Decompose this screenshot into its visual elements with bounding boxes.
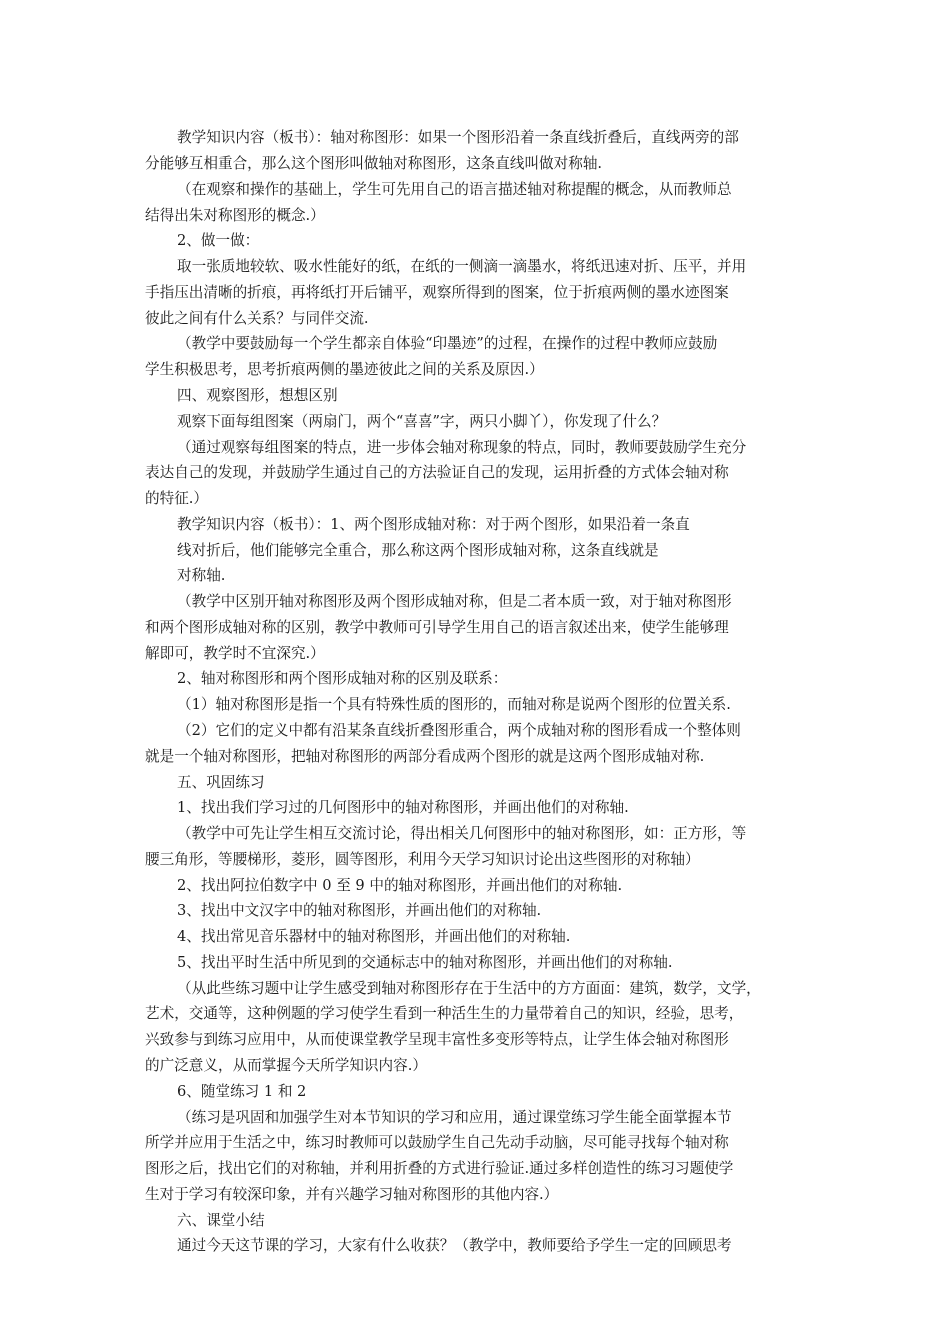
text-line: （教学中区别开轴对称图形及两个图形成轴对称，但是二者本质一致，对于轴对称图形: [177, 593, 732, 610]
text-line: 表达自己的发现，并鼓励学生通过自己的方法验证自己的发现，运用折叠的方式体会轴对称: [145, 464, 729, 481]
text-line: 结得出朱对称图形的概念.）: [145, 207, 325, 224]
text-line: 彼此之间有什么关系？与同伴交流.: [145, 310, 369, 327]
section-heading: 四、观察图形，想想区别: [177, 387, 338, 404]
text-line: 图形之后，找出它们的对称轴，并利用折叠的方式进行验证.通过多样创造性的练习习题使学: [145, 1160, 734, 1177]
text-line: （在观察和操作的基础上，学生可先用自己的语言描述轴对称提醒的概念，从而教师总: [177, 181, 732, 198]
text-line: 的特征.）: [145, 490, 209, 507]
text-line: 腰三角形，等腰梯形，菱形，圆等图形，利用今天学习知识讨论出这些图形的对称轴）: [145, 851, 700, 868]
text-line: 2、找出阿拉伯数字中 0 至 9 中的轴对称图形，并画出他们的对称轴.: [177, 877, 623, 894]
text-line: 生对于学习有较深印象，并有兴趣学习轴对称图形的其他内容.）: [145, 1186, 559, 1203]
text-line: 通过今天这节课的学习，大家有什么收获？（教学中，教师要给予学生一定的回顾思考: [177, 1237, 732, 1254]
text-line: （教学中可先让学生相互交流讨论，得出相关几何图形中的轴对称图形，如：正方形，等: [177, 825, 747, 842]
text-line: 5、找出平时生活中所见到的交通标志中的轴对称图形，并画出他们的对称轴.: [177, 954, 673, 971]
text-line: 线对折后，他们能够完全重合，那么称这两个图形成轴对称，这条直线就是: [177, 542, 659, 559]
section-heading: 2、做一做：: [177, 232, 260, 249]
text-line: 3、找出中文汉字中的轴对称图形，并画出他们的对称轴.: [177, 902, 542, 919]
text-line: 教学知识内容（板书）：轴对称图形：如果一个图形沿着一条直线折叠后，直线两旁的部: [177, 129, 739, 146]
text-line: （1）轴对称图形是指一个具有特殊性质的图形的，而轴对称是说两个图形的位置关系.: [177, 696, 731, 713]
text-line: 手指压出清晰的折痕，再将纸打开后铺平，观察所得到的图案，位于折痕两侧的墨水迹图案: [145, 284, 729, 301]
text-line: 1、找出我们学习过的几何图形中的轴对称图形，并画出他们的对称轴.: [177, 799, 629, 816]
text-line: 艺术，交通等，这种例题的学习使学生看到一种活生生的力量带着自己的知识，经验，思考，: [145, 1005, 744, 1022]
text-line: （通过观察每组图案的特点，进一步体会轴对称现象的特点，同时，教师要鼓励学生充分: [177, 439, 747, 456]
text-line: 4、找出常见音乐器材中的轴对称图形，并画出他们的对称轴.: [177, 928, 571, 945]
section-heading: 6、随堂练习 1 和 2: [177, 1083, 307, 1100]
text-line: 对称轴.: [177, 567, 226, 584]
text-line: 解即可，教学时不宜深究.）: [145, 645, 325, 662]
text-line: 所学并应用于生活之中，练习时教师可以鼓励学生自己先动手动脑，尽可能寻找每个轴对称: [145, 1134, 729, 1151]
section-heading: 六、课堂小结: [177, 1212, 265, 1229]
text-line: （从此些练习题中让学生感受到轴对称图形存在于生活中的方方面面：建筑，数学，文学，: [177, 980, 761, 997]
text-line: 和两个图形成轴对称的区别，教学中教师可引导学生用自己的语言叙述出来，使学生能够理: [145, 619, 729, 636]
text-line: 分能够互相重合，那么这个图形叫做轴对称图形，这条直线叫做对称轴.: [145, 155, 603, 172]
text-line: 教学知识内容（板书）：1、两个图形成轴对称：对于两个图形，如果沿着一条直: [177, 516, 690, 533]
text-line: （练习是巩固和加强学生对本节知识的学习和应用，通过课堂练习学生能全面掌握本节: [177, 1109, 732, 1126]
text-line: 就是一个轴对称图形，把轴对称图形的两部分看成两个图形的就是这两个图形成轴对称.: [145, 748, 705, 765]
text-line: 取一张质地较软、吸水性能好的纸，在纸的一侧滴一滴墨水，将纸迅速对折、压平，并用: [177, 258, 747, 275]
text-line: 的广泛意义，从而掌握今天所学知识内容.）: [145, 1057, 427, 1074]
section-heading: 五、巩固练习: [177, 774, 265, 791]
text-line: 兴致参与到练习应用中，从而使课堂教学呈现丰富性多变形等特点，让学生体会轴对称图形: [145, 1031, 729, 1048]
text-line: （教学中要鼓励每一个学生都亲自体验“印墨迹”的过程，在操作的过程中教师应鼓励: [177, 335, 718, 352]
section-heading: 2、轴对称图形和两个图形成轴对称的区别及联系：: [177, 670, 508, 687]
text-line: （2）它们的定义中都有沿某条直线折叠图形重合，两个成轴对称的图形看成一个整体则: [177, 722, 741, 739]
text-line: 观察下面每组图案（两扇门，两个“喜喜”字，两只小脚丫），你发现了什么？: [177, 413, 667, 430]
text-line: 学生积极思考，思考折痕两侧的墨迹彼此之间的关系及原因.）: [145, 361, 544, 378]
